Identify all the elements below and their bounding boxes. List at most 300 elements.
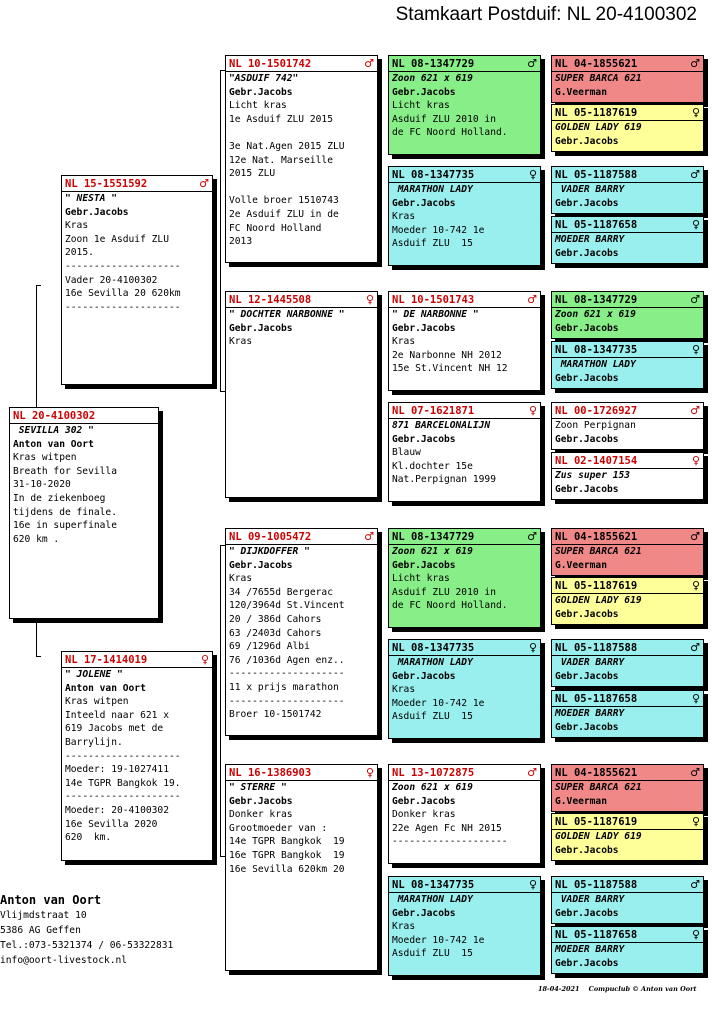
card-line: Kras witpen bbox=[65, 696, 129, 708]
card-line: Broer 10-1501742 bbox=[229, 709, 322, 721]
card-line: Zoon 1e Asduif ZLU bbox=[65, 233, 169, 245]
card-line: Licht kras bbox=[392, 100, 450, 112]
pedigree-card-sire-sire[interactable] bbox=[225, 55, 378, 263]
ring-header bbox=[229, 57, 374, 70]
card-line: 15e St.Vincent NH 12 bbox=[392, 363, 508, 375]
male-icon: ♂ bbox=[690, 878, 700, 891]
card-line: 16e Sevilla 2020 bbox=[65, 818, 158, 830]
card-line: Moeder 10-742 1e bbox=[392, 697, 485, 709]
card-line: -------------------- bbox=[65, 791, 181, 803]
ring-header bbox=[229, 530, 374, 543]
pedigree-card-g13[interactable] bbox=[551, 764, 704, 812]
female-icon: ♀ bbox=[691, 692, 700, 705]
ring-number: NL 05-1187619 bbox=[555, 106, 638, 119]
pigeon-name: VADER BARRY bbox=[555, 894, 625, 905]
pigeon-name: VADER BARRY bbox=[555, 184, 625, 195]
card-body bbox=[555, 308, 700, 335]
card-body bbox=[555, 594, 700, 621]
pedigree-card-g16[interactable] bbox=[551, 926, 704, 974]
owner-name: Gebr.Jacobs bbox=[555, 433, 619, 445]
ring-header bbox=[392, 168, 537, 181]
ring-number: NL 10-1501743 bbox=[392, 293, 475, 306]
ring-header bbox=[555, 815, 700, 828]
card-body bbox=[229, 72, 374, 249]
breeder-postcode: 5386 AG Geffen bbox=[0, 925, 81, 936]
female-icon: ♀ bbox=[528, 878, 537, 891]
pigeon-name: MARATHON LADY bbox=[555, 359, 636, 370]
pigeon-name: Zoon 621 x 619 bbox=[555, 309, 636, 320]
pigeon-name: MARATHON LADY bbox=[392, 184, 473, 195]
card-body bbox=[555, 893, 700, 920]
card-body bbox=[65, 192, 209, 314]
ring-header bbox=[392, 530, 537, 543]
ring-number: NL 05-1187658 bbox=[555, 692, 638, 705]
card-line: 31-10-2020 bbox=[13, 479, 71, 491]
pedigree-card-sds[interactable] bbox=[388, 291, 541, 391]
pedigree-card-g14[interactable] bbox=[551, 813, 704, 861]
print-date: 18-04-2021 bbox=[538, 985, 580, 993]
ring-number: NL 08-1347729 bbox=[392, 530, 475, 543]
card-line: 120/3964d St.Vincent bbox=[229, 600, 345, 612]
page-title: Stamkaart Postduif: NL 20-4100302 bbox=[395, 4, 697, 25]
card-line: Asduif ZLU 15 bbox=[392, 711, 473, 723]
card-body bbox=[13, 424, 155, 546]
card-body bbox=[392, 308, 537, 376]
pigeon-name: " DE NARBONNE " bbox=[392, 309, 479, 320]
card-line: Kras bbox=[392, 211, 416, 223]
ring-number: NL 02-1407154 bbox=[555, 454, 638, 467]
card-body bbox=[555, 72, 700, 99]
card-line: Blauw bbox=[392, 447, 421, 459]
breeder-name: Anton van Oort bbox=[0, 893, 102, 907]
ring-number: NL 10-1501742 bbox=[229, 57, 312, 70]
card-line: Kras bbox=[229, 573, 253, 585]
female-icon: ♀ bbox=[691, 343, 700, 356]
card-line: 2e Asduif ZLU in de bbox=[229, 208, 339, 220]
pedigree-card-dds[interactable] bbox=[388, 764, 541, 864]
female-icon: ♀ bbox=[691, 928, 700, 941]
card-line: Moeder 10-742 1e bbox=[392, 224, 485, 236]
card-line: 76 /1036d Agen enz.. bbox=[229, 654, 345, 666]
card-line: -------------------- bbox=[65, 260, 181, 272]
ring-number: NL 08-1347729 bbox=[392, 57, 475, 70]
pigeon-name: " JOLENE " bbox=[65, 669, 123, 680]
male-icon: ♂ bbox=[690, 530, 700, 543]
owner-name: Gebr.Jacobs bbox=[65, 206, 129, 218]
pedigree-card-g4[interactable] bbox=[551, 216, 704, 264]
owner-name: Gebr.Jacobs bbox=[229, 795, 293, 807]
card-line: Donker kras bbox=[229, 809, 293, 821]
pedigree-card-g3[interactable] bbox=[551, 166, 704, 214]
male-icon: ♂ bbox=[527, 766, 537, 779]
owner-name: Gebr.Jacobs bbox=[555, 608, 619, 620]
owner-name: Gebr.Jacobs bbox=[229, 559, 293, 571]
male-icon: ♂ bbox=[690, 57, 700, 70]
male-icon: ♂ bbox=[527, 293, 537, 306]
ring-number: NL 04-1855621 bbox=[555, 766, 638, 779]
pigeon-name: SUPER BARCA 621 bbox=[555, 546, 642, 557]
card-line: Moeder: 19-1027411 bbox=[65, 764, 169, 776]
owner-name: Gebr.Jacobs bbox=[555, 135, 619, 147]
card-line: Licht kras bbox=[229, 100, 287, 112]
card-line: 2015 ZLU bbox=[229, 168, 276, 180]
card-line: Grootmoeder van : bbox=[229, 822, 328, 834]
ring-header bbox=[555, 57, 700, 70]
card-line: 14e TGPR Bangkok 19 bbox=[229, 836, 345, 848]
card-line: Donker kras bbox=[392, 809, 456, 821]
ring-header bbox=[555, 692, 700, 705]
ring-header bbox=[13, 409, 155, 422]
female-icon: ♀ bbox=[528, 641, 537, 654]
ring-number: NL 04-1855621 bbox=[555, 57, 638, 70]
pigeon-name: 871 BARCELONALIJN bbox=[392, 420, 491, 431]
pigeon-name: SEVILLA 302 " bbox=[13, 425, 94, 436]
female-icon: ♀ bbox=[691, 579, 700, 592]
ring-number: NL 05-1187588 bbox=[555, 641, 638, 654]
owner-name: Gebr.Jacobs bbox=[555, 721, 619, 733]
pigeon-name: Zoon 621 x 619 bbox=[392, 782, 473, 793]
pedigree-card-sire-dam[interactable] bbox=[225, 291, 378, 498]
card-line: Kl.dochter 15e bbox=[392, 460, 473, 472]
card-body bbox=[392, 656, 537, 724]
pedigree-card-sdd[interactable] bbox=[388, 402, 541, 502]
male-icon: ♂ bbox=[364, 530, 374, 543]
owner-name: Anton van Oort bbox=[65, 682, 146, 694]
owner-name: G.Veerman bbox=[555, 86, 607, 98]
female-icon: ♀ bbox=[691, 106, 700, 119]
owner-name: Gebr.Jacobs bbox=[555, 844, 619, 856]
male-icon: ♂ bbox=[527, 57, 537, 70]
card-line: 34 /7655d Bergerac bbox=[229, 586, 333, 598]
ring-number: NL 04-1855621 bbox=[555, 530, 638, 543]
card-line: 2e Narbonne NH 2012 bbox=[392, 349, 502, 361]
card-line: Asduif ZLU 2010 in bbox=[392, 113, 496, 125]
female-icon: ♀ bbox=[365, 293, 374, 306]
card-body bbox=[555, 545, 700, 572]
breeder-info bbox=[0, 892, 173, 968]
ring-header bbox=[555, 404, 700, 417]
owner-name: Gebr.Jacobs bbox=[229, 86, 293, 98]
male-icon: ♂ bbox=[690, 641, 700, 654]
ring-header bbox=[555, 579, 700, 592]
card-body bbox=[229, 545, 374, 722]
card-body bbox=[555, 358, 700, 385]
card-body bbox=[555, 121, 700, 148]
pigeon-name: GOLDEN LADY 619 bbox=[555, 595, 642, 606]
card-line: -------------------- bbox=[229, 668, 345, 680]
owner-name: Gebr.Jacobs bbox=[555, 197, 619, 209]
pigeon-name: GOLDEN LADY 619 bbox=[555, 122, 642, 133]
ring-header bbox=[555, 766, 700, 779]
pedigree-card-dam[interactable] bbox=[61, 651, 213, 861]
ring-number: NL 08-1347735 bbox=[555, 343, 638, 356]
card-line: 22e Agen Fc NH 2015 bbox=[392, 822, 502, 834]
ring-header bbox=[392, 57, 537, 70]
breeder-email[interactable]: info@oort-livestock.nl bbox=[0, 955, 128, 966]
ring-header bbox=[555, 878, 700, 891]
card-line: Kras bbox=[392, 684, 416, 696]
pedigree-card-g9[interactable] bbox=[551, 528, 704, 576]
ring-number: NL 20-4100302 bbox=[13, 409, 96, 422]
ring-number: NL 16-1386903 bbox=[229, 766, 312, 779]
ring-number: NL 05-1187588 bbox=[555, 878, 638, 891]
pedigree-card-ddd[interactable] bbox=[388, 876, 541, 976]
card-line: Kras bbox=[392, 921, 416, 933]
card-line: tijdens de finale. bbox=[13, 506, 117, 518]
female-icon: ♀ bbox=[365, 766, 374, 779]
owner-name: Gebr.Jacobs bbox=[555, 483, 619, 495]
owner-name: Gebr.Jacobs bbox=[555, 670, 619, 682]
female-icon: ♀ bbox=[528, 168, 537, 181]
female-icon: ♀ bbox=[691, 815, 700, 828]
ring-number: NL 05-1187619 bbox=[555, 815, 638, 828]
female-icon: ♀ bbox=[528, 404, 537, 417]
male-icon: ♂ bbox=[527, 530, 537, 543]
card-line: Moeder: 20-4100302 bbox=[65, 804, 169, 816]
owner-name: G.Veerman bbox=[555, 795, 607, 807]
ring-header bbox=[555, 293, 700, 306]
card-line: Zoon Perpignan bbox=[555, 420, 636, 431]
card-body bbox=[555, 469, 700, 496]
pigeon-name: MARATHON LADY bbox=[392, 657, 473, 668]
pigeon-name: "ASDUIF 742" bbox=[229, 73, 299, 84]
pigeon-name: MOEDER BARRY bbox=[555, 708, 625, 719]
owner-name: Gebr.Jacobs bbox=[392, 907, 456, 919]
owner-name: Gebr.Jacobs bbox=[555, 907, 619, 919]
owner-name: Gebr.Jacobs bbox=[392, 197, 456, 209]
pedigree-card-g2[interactable] bbox=[551, 104, 704, 152]
male-icon: ♂ bbox=[690, 766, 700, 779]
card-line: -------------------- bbox=[229, 695, 345, 707]
pedigree-card-g12[interactable] bbox=[551, 690, 704, 738]
pigeon-name: Zoon 621 x 619 bbox=[392, 73, 473, 84]
owner-name: G.Veerman bbox=[555, 559, 607, 571]
card-line: 20 / 386d Cahors bbox=[229, 613, 322, 625]
ring-header bbox=[555, 641, 700, 654]
pedigree-card-g11[interactable] bbox=[551, 639, 704, 687]
card-line: Barrylijn. bbox=[65, 736, 123, 748]
card-line: Kras bbox=[392, 336, 416, 348]
owner-name: Gebr.Jacobs bbox=[392, 86, 456, 98]
card-line: de FC Noord Holland. bbox=[392, 600, 508, 612]
ring-number: NL 05-1187619 bbox=[555, 579, 638, 592]
ring-header bbox=[555, 454, 700, 467]
ring-header bbox=[555, 106, 700, 119]
footer bbox=[538, 985, 697, 993]
ring-number: NL 05-1187588 bbox=[555, 168, 638, 181]
pedigree-card-g8[interactable] bbox=[551, 452, 704, 500]
owner-name: Gebr.Jacobs bbox=[555, 372, 619, 384]
card-body bbox=[229, 781, 374, 876]
pigeon-name: GOLDEN LADY 619 bbox=[555, 831, 642, 842]
ring-number: NL 08-1347735 bbox=[392, 168, 475, 181]
owner-name: Gebr.Jacobs bbox=[392, 670, 456, 682]
card-body bbox=[555, 943, 700, 970]
breeder-address: Vlijmdstraat 10 bbox=[0, 910, 87, 921]
pigeon-name: Zoon 621 x 619 bbox=[392, 546, 473, 557]
card-body bbox=[392, 72, 537, 140]
card-body bbox=[392, 545, 537, 613]
male-icon: ♂ bbox=[690, 293, 700, 306]
card-body bbox=[229, 308, 374, 349]
footer-credit: Compuclub © Anton van Oort bbox=[588, 985, 697, 993]
pigeon-name: " STERRE " bbox=[229, 782, 287, 793]
card-body bbox=[555, 781, 700, 808]
ring-header bbox=[555, 928, 700, 941]
pedigree-card-g15[interactable] bbox=[551, 876, 704, 924]
owner-name: Gebr.Jacobs bbox=[555, 957, 619, 969]
card-line: Kras bbox=[65, 220, 89, 232]
ring-number: NL 09-1005472 bbox=[229, 530, 312, 543]
card-line: Kras witpen bbox=[13, 452, 77, 464]
ring-number: NL 17-1414019 bbox=[65, 653, 148, 666]
pigeon-name: Zus super 153 bbox=[555, 470, 631, 481]
ring-header bbox=[229, 766, 374, 779]
card-line: Asduif ZLU 15 bbox=[392, 948, 473, 960]
card-line: 14e TGPR Bangkok 19. bbox=[65, 777, 181, 789]
ring-number: NL 05-1187658 bbox=[555, 218, 638, 231]
ring-number: NL 15-1551592 bbox=[65, 177, 148, 190]
pigeon-name: SUPER BARCA 621 bbox=[555, 782, 642, 793]
pedigree-card-g5[interactable] bbox=[551, 291, 704, 339]
pedigree-card-g1[interactable] bbox=[551, 55, 704, 103]
female-icon: ♀ bbox=[691, 454, 700, 467]
pedigree-card-dam-dam[interactable] bbox=[225, 764, 378, 971]
ring-number: NL 08-1347735 bbox=[392, 878, 475, 891]
card-line bbox=[229, 181, 374, 195]
ring-header bbox=[392, 641, 537, 654]
card-line: 620 km . bbox=[13, 533, 60, 545]
card-line bbox=[229, 126, 374, 140]
owner-name: Anton van Oort bbox=[13, 438, 94, 450]
ring-header bbox=[555, 343, 700, 356]
ring-header bbox=[392, 878, 537, 891]
card-line: 69 /1296d Albi bbox=[229, 641, 310, 653]
owner-name: Gebr.Jacobs bbox=[555, 247, 619, 259]
card-body bbox=[392, 183, 537, 251]
pigeon-name: MOEDER BARRY bbox=[555, 234, 625, 245]
ring-header bbox=[555, 168, 700, 181]
card-line: Licht kras bbox=[392, 573, 450, 585]
ring-header bbox=[392, 766, 537, 779]
card-line: 2013 bbox=[229, 236, 253, 248]
card-body bbox=[555, 233, 700, 260]
owner-name: Gebr.Jacobs bbox=[555, 322, 619, 334]
pigeon-name: " DOCHTER NARBONNE " bbox=[229, 309, 345, 320]
pigeon-name: MOEDER BARRY bbox=[555, 944, 625, 955]
card-line: Moeder 10-742 1e bbox=[392, 934, 485, 946]
pedigree-card-g6[interactable] bbox=[551, 341, 704, 389]
ring-number: NL 13-1072875 bbox=[392, 766, 475, 779]
card-line: Asduif ZLU 15 bbox=[392, 238, 473, 250]
owner-name: Gebr.Jacobs bbox=[229, 322, 293, 334]
pedigree-card-dam-sire[interactable] bbox=[225, 528, 378, 736]
card-line: 16e in superfinale bbox=[13, 520, 117, 532]
card-line: In de ziekenboeg bbox=[13, 492, 106, 504]
card-line: 16e TGPR Bangkok 19 bbox=[229, 849, 345, 861]
ring-number: NL 12-1445508 bbox=[229, 293, 312, 306]
pedigree-card-dsd[interactable] bbox=[388, 639, 541, 739]
card-line: 620 km. bbox=[65, 832, 112, 844]
male-icon: ♂ bbox=[690, 168, 700, 181]
owner-name: Gebr.Jacobs bbox=[392, 322, 456, 334]
pedigree-card-sss[interactable] bbox=[388, 55, 541, 155]
card-line: -------------------- bbox=[392, 836, 508, 848]
ring-header bbox=[555, 530, 700, 543]
pigeon-name: VADER BARRY bbox=[555, 657, 625, 668]
ring-number: NL 00-1726927 bbox=[555, 404, 638, 417]
ring-header bbox=[392, 293, 537, 306]
card-body bbox=[555, 707, 700, 734]
pedigree-card-ssd[interactable] bbox=[388, 166, 541, 266]
pedigree-card-subject[interactable] bbox=[9, 407, 159, 619]
pedigree-card-sire[interactable] bbox=[61, 175, 213, 385]
owner-name: Gebr.Jacobs bbox=[392, 795, 456, 807]
card-line: 619 Jacobs met de bbox=[65, 723, 164, 735]
ring-header bbox=[392, 404, 537, 417]
card-body bbox=[555, 419, 700, 446]
card-line: Asduif ZLU 2010 in bbox=[392, 586, 496, 598]
ring-number: NL 05-1187658 bbox=[555, 928, 638, 941]
card-body bbox=[555, 183, 700, 210]
pigeon-name: " DIJKDOFFER " bbox=[229, 546, 310, 557]
card-line: 1e Asduif ZLU 2015 bbox=[229, 113, 333, 125]
breeder-phone: Tel.:073-5321374 / 06-53322831 bbox=[0, 940, 174, 951]
pedigree-card-dss[interactable] bbox=[388, 528, 541, 628]
card-line: 11 x prijs marathon bbox=[229, 681, 339, 693]
card-line: 16e Sevilla 20 620km bbox=[65, 288, 181, 300]
card-line: Kras bbox=[229, 336, 253, 348]
card-line: 63 /2403d Cahors bbox=[229, 627, 322, 639]
ring-number: NL 08-1347735 bbox=[392, 641, 475, 654]
ring-header bbox=[65, 653, 209, 666]
pigeon-name: SUPER BARCA 621 bbox=[555, 73, 642, 84]
female-icon: ♀ bbox=[200, 653, 209, 666]
card-line: Inteeld naar 621 x bbox=[65, 709, 169, 721]
ring-header bbox=[555, 218, 700, 231]
card-line: 12e Nat. Marseille bbox=[229, 154, 333, 166]
card-line: 2015. bbox=[65, 247, 94, 259]
pedigree-card-g7[interactable] bbox=[551, 402, 704, 450]
card-body bbox=[392, 419, 537, 487]
card-line: Breath for Sevilla bbox=[13, 465, 117, 477]
card-body bbox=[392, 781, 537, 849]
card-body bbox=[65, 668, 209, 845]
male-icon: ♂ bbox=[199, 177, 209, 190]
ring-header bbox=[65, 177, 209, 190]
card-line: Volle broer 1510743 bbox=[229, 195, 339, 207]
card-line: FC Noord Holland bbox=[229, 222, 322, 234]
card-line: 3e Nat.Agen 2015 ZLU bbox=[229, 140, 345, 152]
pedigree-card-g10[interactable] bbox=[551, 577, 704, 625]
card-body bbox=[555, 830, 700, 857]
female-icon: ♀ bbox=[691, 218, 700, 231]
ring-header bbox=[229, 293, 374, 306]
card-body bbox=[392, 893, 537, 961]
owner-name: Gebr.Jacobs bbox=[392, 559, 456, 571]
card-line: -------------------- bbox=[65, 301, 181, 313]
card-line: de FC Noord Holland. bbox=[392, 127, 508, 139]
pigeon-name: " NESTA " bbox=[65, 193, 117, 204]
male-icon: ♂ bbox=[364, 57, 374, 70]
owner-name: Gebr.Jacobs bbox=[392, 433, 456, 445]
pigeon-name: MARATHON LADY bbox=[392, 894, 473, 905]
card-line: Nat.Perpignan 1999 bbox=[392, 474, 496, 486]
ring-number: NL 08-1347729 bbox=[555, 293, 638, 306]
card-body bbox=[555, 656, 700, 683]
male-icon: ♂ bbox=[690, 404, 700, 417]
card-line: 16e Sevilla 620km 20 bbox=[229, 863, 345, 875]
